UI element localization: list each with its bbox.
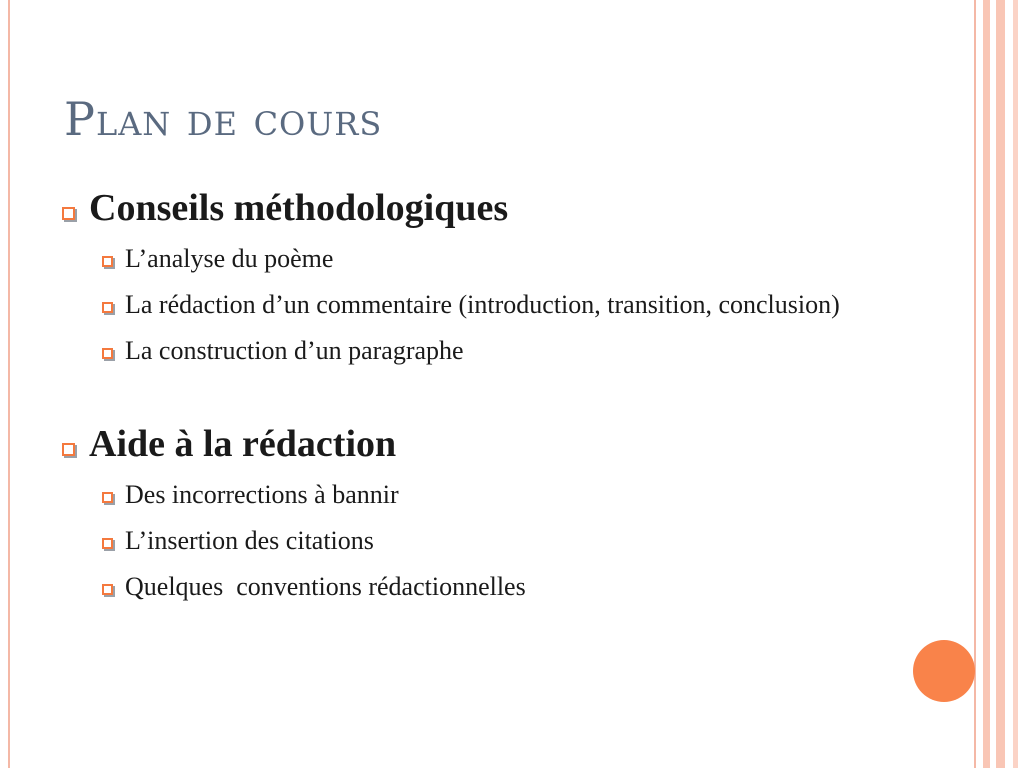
decorative-stripe bbox=[996, 0, 1005, 768]
outline-heading-writing-help bbox=[62, 422, 942, 466]
hollow-square-bullet-icon bbox=[102, 348, 113, 359]
decorative-stripe bbox=[1013, 0, 1018, 768]
outline-subitem-label: L’analyse du poème bbox=[125, 244, 334, 273]
bullet-outline bbox=[62, 186, 942, 616]
decorative-stripe bbox=[983, 0, 990, 768]
outline-heading-methodology bbox=[62, 186, 942, 230]
outline-subitem-label: Des incorrections à bannir bbox=[125, 480, 399, 509]
slide-title: Plan de cours bbox=[64, 92, 383, 146]
outline-heading-label: Conseils méthodologiques bbox=[89, 187, 509, 229]
outline-subitem bbox=[102, 524, 942, 558]
hollow-square-bullet-icon bbox=[102, 302, 113, 313]
hollow-square-bullet-icon bbox=[102, 256, 113, 267]
decorative-circle bbox=[913, 640, 975, 702]
hollow-square-bullet-icon bbox=[62, 207, 75, 220]
outline-subitem bbox=[102, 570, 942, 604]
outline-subitem-label: La construction d’un paragraphe bbox=[125, 336, 464, 365]
outline-subitem bbox=[102, 334, 942, 368]
hollow-square-bullet-icon bbox=[102, 538, 113, 549]
spacer bbox=[62, 380, 942, 422]
outline-subitem-label: La rédaction d’un commentaire (introduction, transition, conclusion) bbox=[125, 290, 840, 319]
hollow-square-bullet-icon bbox=[102, 492, 113, 503]
hollow-square-bullet-icon bbox=[102, 584, 113, 595]
outline-subitem bbox=[102, 242, 942, 276]
outline-heading-label: Aide à la rédaction bbox=[89, 423, 397, 465]
outline-subitem-label: Quelques conventions rédactionnelles bbox=[125, 572, 526, 601]
outline-subitem-label: L’insertion des citations bbox=[125, 526, 374, 555]
outline-subitem bbox=[102, 478, 942, 512]
hollow-square-bullet-icon bbox=[62, 443, 75, 456]
outline-subitem bbox=[102, 288, 942, 322]
